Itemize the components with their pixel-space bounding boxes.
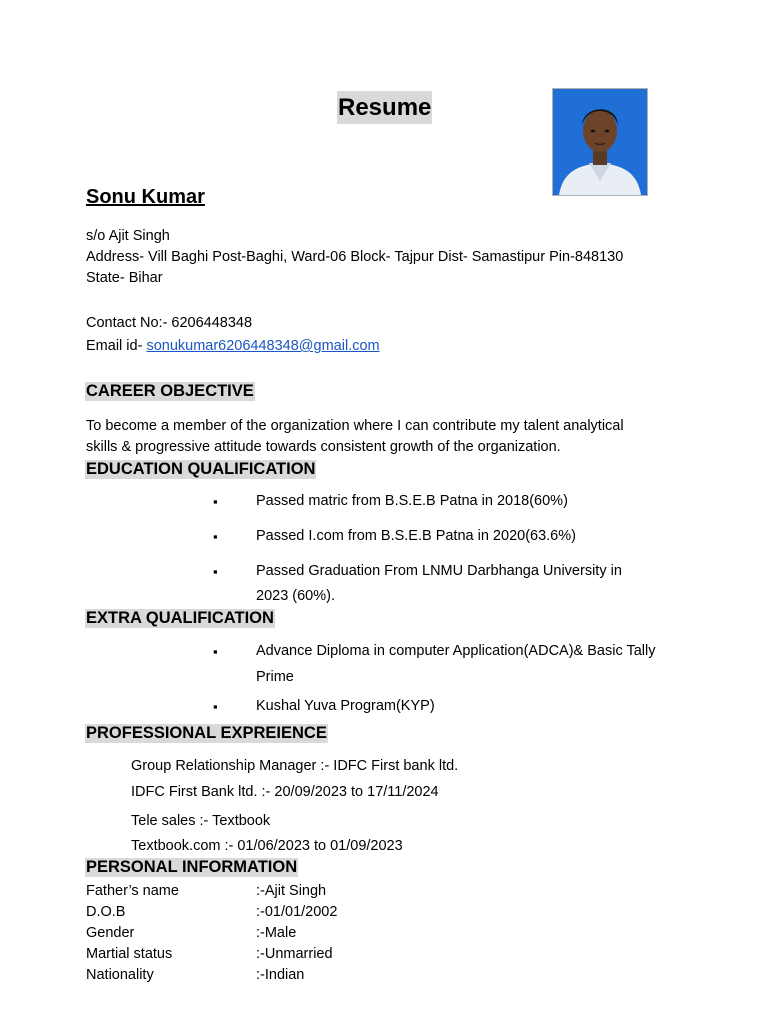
email-line: [86, 338, 380, 354]
person-photo-icon: [553, 89, 647, 195]
extra-qualification-item-continued: Prime: [256, 669, 294, 685]
personal-info-label: Nationality: [86, 967, 154, 983]
career-objective-line-1: To become a member of the organization where I can contribute my talent analytical: [86, 418, 624, 434]
experience-heading: PROFESSIONAL EXPREIENCE: [86, 724, 327, 742]
personal-info-value: :-Ajit Singh: [256, 883, 327, 899]
personal-info-label: D.O.B: [86, 904, 126, 920]
experience-role: Group Relationship Manager :- IDFC First bank ltd.: [131, 758, 459, 774]
phone-line: Contact No:- 6206448348: [86, 315, 253, 331]
personal-info-label: Father’s name: [86, 883, 179, 899]
email-link[interactable]: sonukumar6206448348@gmail.com: [146, 338, 380, 354]
square-bullet-icon: ▪: [213, 529, 218, 544]
email-label: Email id-: [86, 338, 147, 354]
experience-role: Tele sales :- Textbook: [131, 813, 271, 829]
extra-qualification-item: Kushal Yuva Program(KYP): [256, 698, 435, 714]
education-item: Passed matric from B.S.E.B Patna in 2018(60%): [256, 493, 568, 509]
personal-info-value: :-Unmarried: [256, 946, 333, 962]
personal-info-value: :-Indian: [256, 967, 305, 983]
square-bullet-icon: ▪: [213, 494, 218, 509]
education-item-continued: 2023 (60%).: [256, 588, 335, 604]
square-bullet-icon: ▪: [213, 699, 218, 714]
experience-period: Textbook.com :- 01/06/2023 to 01/09/2023: [131, 838, 403, 854]
education-heading: EDUCATION QUALIFICATION: [86, 460, 316, 478]
personal-info-label: Martial status: [86, 946, 173, 962]
extra-qualification-heading: EXTRA QUALIFICATION: [86, 609, 274, 627]
career-objective-heading: CAREER OBJECTIVE: [86, 382, 254, 400]
experience-period: IDFC First Bank ltd. :- 20/09/2023 to 17/11/2024: [131, 784, 439, 800]
resume-title: Resume: [337, 91, 432, 124]
profile-photo: [552, 88, 648, 196]
personal-info-value: :-Male: [256, 925, 297, 941]
personal-info-label: Gender: [86, 925, 135, 941]
address-line: Address- Vill Baghi Post-Baghi, Ward-06 Block- Tajpur Dist- Samastipur Pin-848130: [86, 249, 624, 265]
education-item: Passed Graduation From LNMU Darbhanga University in: [256, 563, 622, 579]
career-objective-line-2: skills & progressive attitude towards consistent growth of the organization.: [86, 439, 561, 455]
square-bullet-icon: ▪: [213, 564, 218, 579]
square-bullet-icon: ▪: [213, 644, 218, 659]
father-line: s/o Ajit Singh: [86, 228, 170, 244]
personal-info-heading: PERSONAL INFORMATION: [86, 858, 298, 876]
education-item: Passed I.com from B.S.E.B Patna in 2020(63.6%): [256, 528, 576, 544]
extra-qualification-item: Advance Diploma in computer Application(ADCA)& Basic Tally: [256, 643, 656, 659]
personal-info-value: :-01/01/2002: [256, 904, 338, 920]
state-line: State- Bihar: [86, 270, 163, 286]
candidate-name: Sonu Kumar: [86, 186, 205, 208]
